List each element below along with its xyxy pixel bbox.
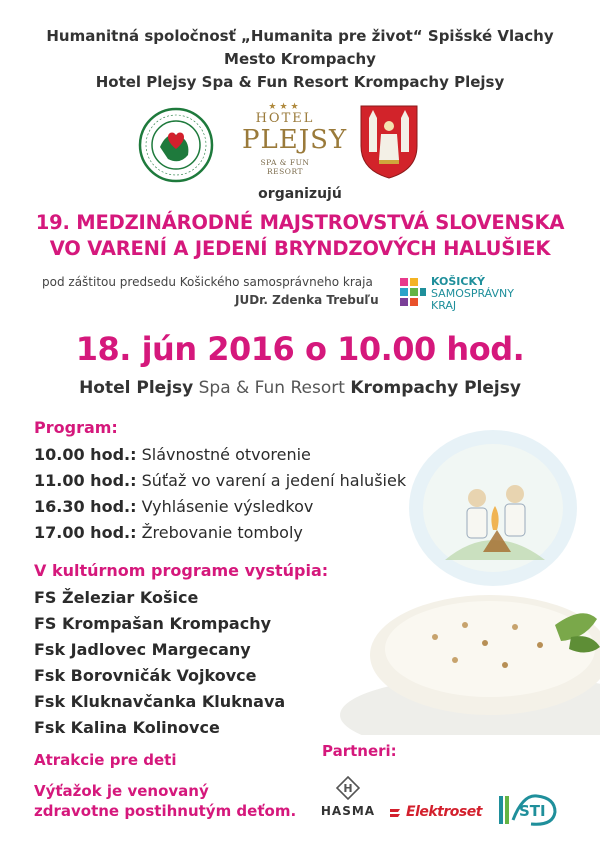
- partners-heading: Partneri:: [322, 742, 397, 760]
- title-line-2: VO VARENÍ A JEDENÍ BRYNDZOVÝCH HALUŠIEK: [49, 237, 551, 260]
- organizers-word: organizujú: [258, 186, 342, 202]
- proceeds-line-1: Výťažok je venovaný: [34, 782, 209, 800]
- performer-group: Fsk Kalina Kolinovce: [34, 718, 220, 737]
- program-item: [34, 523, 303, 542]
- performer-group: Fsk Jadlovec Margecany: [34, 640, 251, 659]
- venue-hotel: Hotel Plejsy: [79, 378, 194, 398]
- program-item: [34, 471, 406, 490]
- hotel-logo-word: HOTEL: [255, 111, 315, 126]
- program-heading: Program:: [34, 418, 118, 437]
- hotel-logo-sub: SPA & FUN RESORT: [260, 158, 310, 176]
- program-time: 10.00 hod.:: [34, 445, 137, 464]
- event-date: 18. jún 2016 o 10.00 hod.: [75, 330, 525, 368]
- elektroset-text: Elektroset: [406, 804, 482, 820]
- title-line-1: 19. MEDZINÁRODNÉ MAJSTROVSTVÁ SLOVENSKA: [35, 211, 565, 234]
- event-venue: [0, 378, 600, 398]
- program-text: Žrebovanie tomboly: [136, 523, 303, 542]
- kraj-logo-line-2: SAMOSPRÁVNY: [431, 287, 514, 300]
- hasma-logo: [316, 776, 380, 826]
- organizer-line-3: Hotel Plejsy Spa & Fun Resort Krompachy Plejsy: [95, 73, 505, 91]
- culture-heading: V kultúrnom programe vystúpia:: [34, 561, 329, 580]
- program-item: [34, 497, 313, 516]
- performer-group: FS Krompašan Krompachy: [34, 614, 272, 633]
- competition-badge: [405, 420, 580, 590]
- patronage-line-1: pod záštitou predsedu Košického samosprávneho kraja: [42, 275, 373, 289]
- svg-text:H: H: [343, 782, 353, 795]
- sti-text: STI: [519, 802, 546, 820]
- program-text: Súťaž vo varení a jedení halušiek: [136, 471, 407, 490]
- performer-group: Fsk Kluknavčanka Kluknava: [34, 692, 286, 711]
- performer-group: FS Železiar Košice: [34, 588, 199, 607]
- kosicky-kraj-logo: [398, 274, 548, 314]
- hotel-plejsy-logo: ★★★ HOTEL PLEJSY SPA & FUN RESORT: [242, 102, 348, 176]
- hotel-logo-name: PLEJSY: [242, 125, 348, 155]
- program-time: 11.00 hod.:: [34, 471, 137, 490]
- kids-attractions: Atrakcie pre deti: [34, 751, 177, 769]
- elektroset-logo: [388, 802, 492, 826]
- performer-group: Fsk Borovničák Vojkovce: [34, 666, 257, 685]
- hasma-text: HASMA: [320, 804, 376, 818]
- program-item: [34, 445, 311, 464]
- kraj-logo-line-1: KOŠICKÝ: [431, 275, 485, 288]
- proceeds-line-2: zdravotne postihnutým deťom.: [34, 802, 297, 820]
- program-time: 17.00 hod.:: [34, 523, 137, 542]
- venue-town: Krompachy Plejsy: [350, 378, 521, 398]
- program-text: Slávnostné otvorenie: [136, 445, 311, 464]
- venue-resort: Spa & Fun Resort: [193, 378, 351, 398]
- organizer-line-1: Humanitná spoločnosť „Humanita pre život“ Spišské Vlachy: [46, 27, 554, 45]
- organizer-line-2: Mesto Krompachy: [224, 50, 376, 68]
- program-time: 16.30 hod.:: [34, 497, 137, 516]
- kraj-logo-line-3: KRAJ: [431, 299, 457, 312]
- program-text: Vyhlásenie výsledkov: [136, 497, 314, 516]
- humanita-logo: [138, 107, 214, 183]
- krompachy-coat-of-arms: [359, 104, 419, 180]
- patronage-line-2: JUDr. Zdenka Trebuľu: [235, 293, 379, 307]
- sti-logo: [497, 790, 561, 830]
- haluski-plate: [315, 585, 600, 735]
